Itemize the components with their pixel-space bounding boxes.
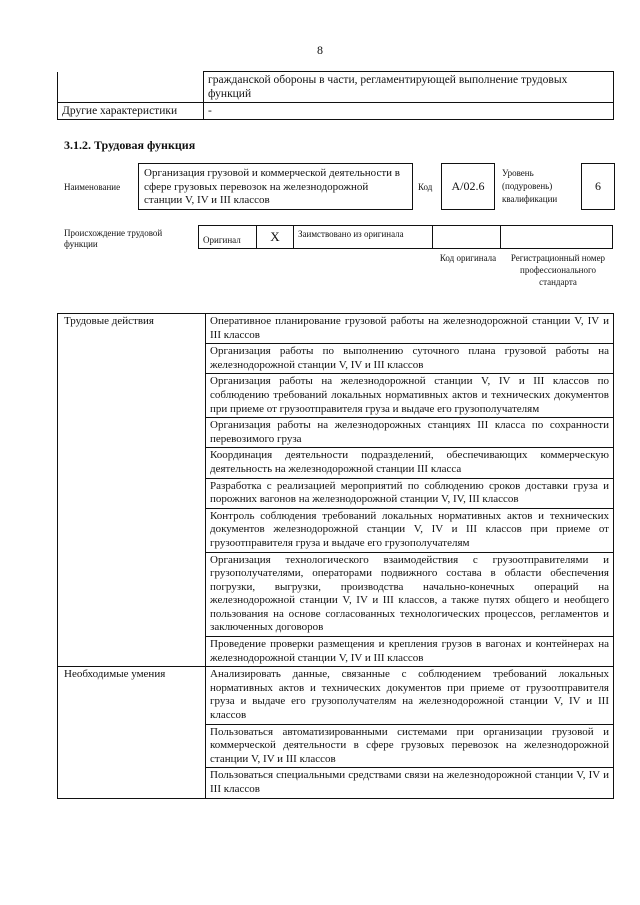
labor-action-item: Организация работы по выполнению суточного плана грузовой работы на железнодорожной станции V, IV и III классов [206, 344, 614, 374]
level-box: 6 [581, 163, 615, 210]
function-name-box: Организация грузовой и коммерческой деятельности в сфере грузовых перевозок на железнодорожной станции V, IV и III классов [138, 163, 413, 210]
reg-number-cell [500, 225, 613, 249]
labor-action-item: Организация работы на железнодорожных станциях III класса по сохранности перевозимого груза [206, 418, 614, 448]
table-row [58, 103, 614, 120]
skill-item: Анализировать данные, связанные с соблюдением требований локальных нормативных актов и технических документов при приеме от грузоотправителя груза и выдаче его грузополучателям на железнодорожной станции V, IV и III классов [206, 667, 614, 724]
labor-action-item: Проведение проверки размещения и крепления грузов в вагонах и контейнерах на железнодорожной станции V, IV и III классов [206, 637, 614, 667]
reg-number-caption: Регистрационный номер профессионального стандарта [510, 253, 606, 287]
code-original-cell [432, 225, 501, 249]
top-table-fragment [57, 71, 614, 120]
function-code-box: А/02.6 [441, 163, 495, 210]
name-label: Наименование [64, 182, 121, 192]
labor-action-item: Разработка с реализацией мероприятий по соблюдению сроков доставки груза и порожних вагонов на железнодорожной станции V, IV, III классов [206, 478, 614, 508]
labor-action-item: Организация работы на железнодорожной станции V, IV и III классов по соблюдению требований локальных нормативных актов и технических документов при приеме от грузоотправителя груза и выдаче его грузополучателям [206, 374, 614, 418]
labor-function-table [57, 313, 614, 799]
borrowed-label-cell: Заимствовано из оригинала [293, 225, 433, 249]
table-row [58, 314, 614, 344]
page-number: 8 [317, 43, 323, 57]
labor-action-item: Оперативное планирование грузовой работы на железнодорожной станции V, IV и III классов [206, 314, 614, 344]
section-title: 3.1.2. Трудовая функция [64, 138, 196, 152]
code-label: Код [418, 182, 433, 192]
original-cell [198, 225, 257, 249]
labor-action-item: Организация технологического взаимодействия с грузоотправителями и грузополучателями, операторами подвижного состава в области обеспечения погрузки, выгрузки, производства начально-конечных операций на железнодорожной станции V, IV и III классов, а также путях общего и необщего пользования на основе согласованных технологических процессов, регламентов и заключенных договоров [206, 552, 614, 637]
other-characteristics-value: - [204, 103, 614, 120]
labor-actions-label: Трудовые действия [58, 314, 206, 667]
continued-text-cell: гражданской обороны в части, регламентирующей выполнение трудовых функций [204, 72, 614, 103]
skill-item: Пользоваться автоматизированными системами при организации грузовой и коммерческой деятельности в сфере грузовых перевозок на железнодорожной станции V, IV и III классов [206, 724, 614, 768]
original-mark-cell: X [256, 225, 294, 249]
origin-label: Происхождение трудовой функции [64, 228, 163, 249]
code-original-caption: Код оригинала [439, 253, 497, 263]
table-row [58, 667, 614, 724]
labor-action-item: Координация деятельности подразделений, обеспечивающих коммерческую деятельность на железнодорожной станции III класса [206, 448, 614, 478]
original-label: Оригинал [203, 235, 241, 245]
origin-row [198, 225, 614, 249]
skill-item: Пользоваться специальными средствами связи на железнодорожной станции V, IV и III классов [206, 768, 614, 798]
empty-cell [58, 72, 204, 103]
labor-action-item: Контроль соблюдения требований локальных нормативных актов и технических документов железнодорожной станции V, IV и III классов при приеме от грузоотправителя груза и выдаче его грузополучателям [206, 508, 614, 552]
required-skills-label: Необходимые умения [58, 667, 206, 798]
other-characteristics-label: Другие характеристики [58, 103, 204, 120]
table-row [58, 72, 614, 103]
level-label: Уровень (подуровень) квалификации [502, 168, 558, 204]
